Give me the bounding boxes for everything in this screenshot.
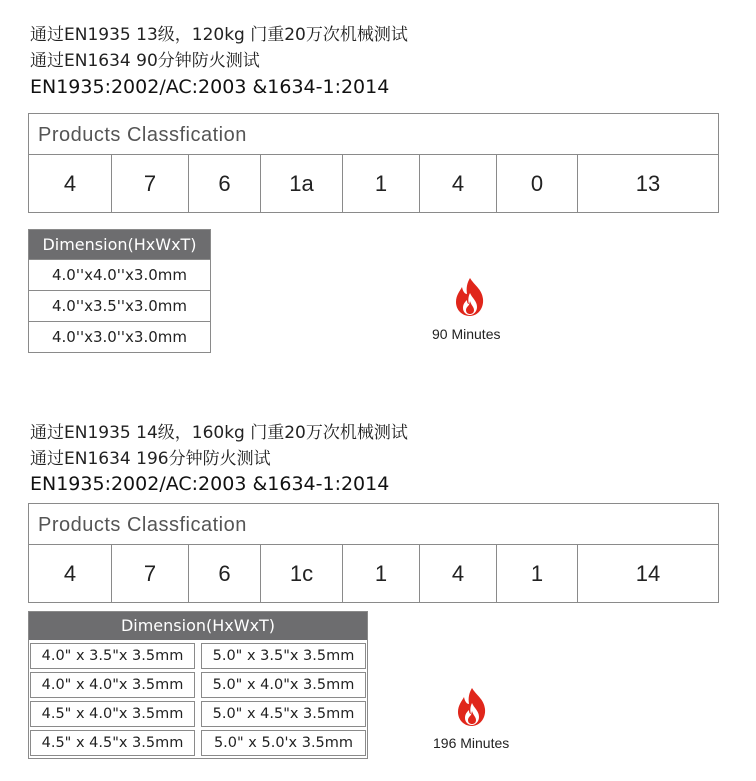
dimension-cell: 4.0" x 3.5"x 3.5mm xyxy=(30,643,195,669)
dimension-header: Dimension(HxWxT) xyxy=(29,230,210,259)
section2-cn-line1: 通过EN1935 14级，160kg 门重20万次机械测试 xyxy=(30,423,408,443)
classification-cell: 1c xyxy=(261,545,343,602)
fire-rating-label: 196 Minutes xyxy=(433,735,510,751)
classification-cell: 6 xyxy=(189,545,261,602)
section1-dimension-table xyxy=(28,229,211,353)
classification-cell: 6 xyxy=(189,155,261,212)
classification-cell: 4 xyxy=(420,545,497,602)
classification-cell: 1 xyxy=(343,155,420,212)
dimension-cell: 5.0" x 5.0'x 3.5mm xyxy=(201,730,366,756)
section2-products-table xyxy=(28,503,719,603)
section1-cn-line2: 通过EN1634 90分钟防火测试 xyxy=(30,51,260,71)
dimension-cell: 4.5" x 4.5"x 3.5mm xyxy=(30,730,195,756)
section2-cn-line2: 通过EN1634 196分钟防火测试 xyxy=(30,449,271,469)
dimension-row: 4.0''x4.0''x3.0mm xyxy=(29,259,210,290)
dimension-cell: 4.0" x 4.0"x 3.5mm xyxy=(30,672,195,698)
classification-cell: 4 xyxy=(29,545,112,602)
section1-standard: EN1935:2002/AC:2003 &1634-1:2014 xyxy=(30,76,390,98)
section2-dimension-table xyxy=(28,611,368,759)
classification-cell: 4 xyxy=(29,155,112,212)
dimension-cell: 5.0" x 4.5"x 3.5mm xyxy=(201,701,366,727)
products-title: Products Classfication xyxy=(29,114,718,155)
dimension-cell: 4.5" x 4.0"x 3.5mm xyxy=(30,701,195,727)
fire-icon xyxy=(454,687,490,727)
fire-icon xyxy=(452,277,488,317)
section1-cn-line1: 通过EN1935 13级，120kg 门重20万次机械测试 xyxy=(30,25,408,45)
dimension-row: 4.0''x3.0''x3.0mm xyxy=(29,321,210,352)
classification-cell: 1 xyxy=(497,545,578,602)
classification-cell: 0 xyxy=(497,155,578,212)
products-title: Products Classfication xyxy=(29,504,718,545)
section2-standard: EN1935:2002/AC:2003 &1634-1:2014 xyxy=(30,473,390,495)
dimension-grid xyxy=(29,640,367,758)
section1-products-table xyxy=(28,113,719,213)
classification-row xyxy=(29,545,718,602)
classification-cell: 1 xyxy=(343,545,420,602)
fire-rating-label: 90 Minutes xyxy=(432,326,501,342)
classification-cell: 1a xyxy=(261,155,343,212)
classification-cell: 13 xyxy=(635,170,661,196)
classification-cell: 4 xyxy=(420,155,497,212)
classification-cell: 14 xyxy=(635,560,661,586)
dimension-header: Dimension(HxWxT) xyxy=(29,612,367,640)
classification-cell: 7 xyxy=(112,155,189,212)
dimension-cell: 5.0" x 3.5"x 3.5mm xyxy=(201,643,366,669)
classification-row xyxy=(29,155,718,212)
dimension-cell: 5.0" x 4.0"x 3.5mm xyxy=(201,672,366,698)
classification-cell: 7 xyxy=(112,545,189,602)
dimension-row: 4.0''x3.5''x3.0mm xyxy=(29,290,210,321)
